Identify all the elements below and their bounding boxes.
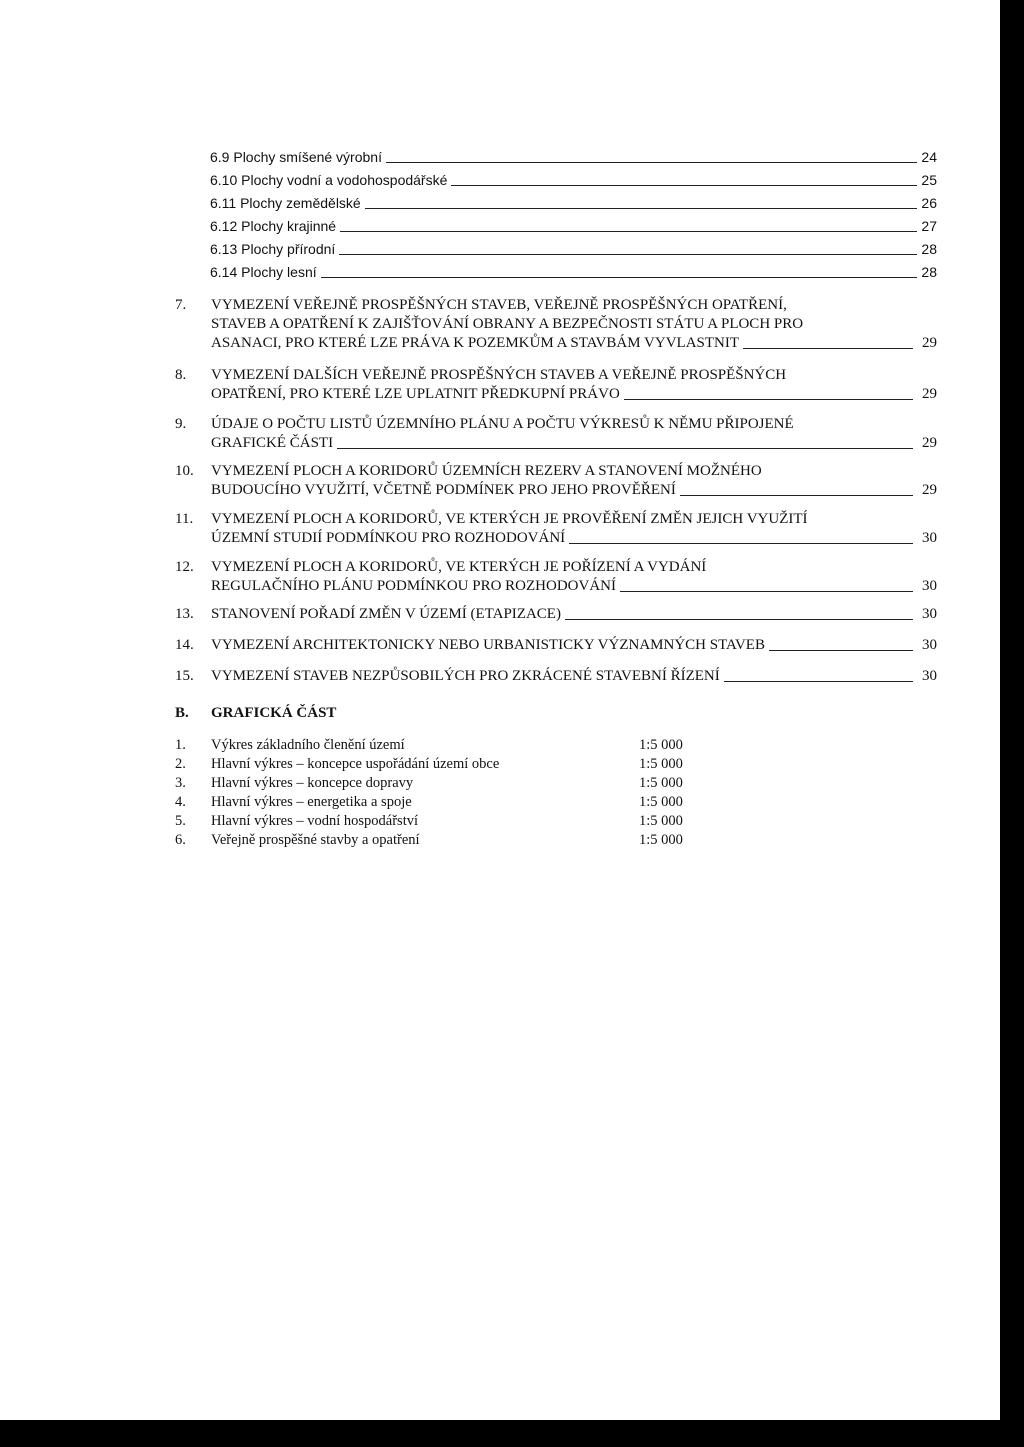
heading-title: GRAFICKÁ ČÁST <box>211 705 337 721</box>
section-number: 9. <box>175 416 187 432</box>
drawing-title: Výkres základního členění území <box>211 737 405 753</box>
section-number: 7. <box>175 297 187 313</box>
section-title-line: BUDOUCÍHO VYUŽITÍ, VČETNĚ PODMÍNEK PRO JEHO PROVĚŘENÍ <box>211 482 676 498</box>
leader-line <box>724 680 913 682</box>
drawing-number: 2. <box>175 756 186 772</box>
section-title-line: VYMEZENÍ ARCHITEKTONICKY NEBO URBANISTICKY VÝZNAMNÝCH STAVEB <box>211 637 765 653</box>
drawing-scale: 1:5 000 <box>639 775 683 791</box>
toc-subsection <box>210 264 937 280</box>
toc-title: 6.9 Plochy smíšené výrobní <box>210 149 382 165</box>
section-number: 15. <box>175 668 194 684</box>
drawing-scale: 1:5 000 <box>639 794 683 810</box>
drawing-scale: 1:5 000 <box>639 737 683 753</box>
toc-subsection <box>210 172 937 188</box>
leader-line <box>339 253 917 255</box>
section-number: 11. <box>175 511 194 527</box>
drawing-number: 6. <box>175 832 186 848</box>
leader-line <box>743 347 913 349</box>
leader-line <box>680 494 913 496</box>
leader-line <box>340 230 917 232</box>
leader-line <box>569 542 913 544</box>
toc-title: 6.14 Plochy lesní <box>210 264 317 280</box>
section-number: 8. <box>175 367 187 383</box>
drawing-number: 3. <box>175 775 186 791</box>
toc-title: 6.13 Plochy přírodní <box>210 241 336 257</box>
toc-page: 30 <box>922 668 937 684</box>
toc-page: 27 <box>921 218 937 234</box>
drawing-number: 4. <box>175 794 186 810</box>
toc-page: 30 <box>922 578 937 594</box>
drawing-scale: 1:5 000 <box>639 756 683 772</box>
leader-line <box>386 161 917 163</box>
drawing-title: Hlavní výkres – energetika a spoje <box>211 794 412 810</box>
heading-number: B. <box>175 705 189 721</box>
toc-page: 30 <box>922 637 937 653</box>
toc-subsection <box>210 218 937 234</box>
toc-subsection <box>210 195 937 211</box>
drawing-title: Veřejně prospěšné stavby a opatření <box>211 832 420 848</box>
toc-page: 29 <box>922 482 937 498</box>
section-title-line: VYMEZENÍ PLOCH A KORIDORŮ, VE KTERÝCH JE POŘÍZENÍ A VYDÁNÍ <box>211 559 707 575</box>
drawing-number: 5. <box>175 813 186 829</box>
section-title-line: GRAFICKÉ ČÁSTI <box>211 435 334 451</box>
drawing-scale: 1:5 000 <box>639 832 683 848</box>
section-title-line: VYMEZENÍ STAVEB NEZPŮSOBILÝCH PRO ZKRÁCENÉ STAVEBNÍ ŘÍZENÍ <box>211 668 720 684</box>
toc-page: 30 <box>922 530 937 546</box>
toc-subsection <box>210 241 937 257</box>
leader-line <box>624 398 913 400</box>
leader-line <box>321 276 917 278</box>
toc-page: 30 <box>922 606 937 622</box>
leader-line <box>769 649 913 651</box>
toc-title: 6.12 Plochy krajinné <box>210 218 337 234</box>
drawing-number: 1. <box>175 737 186 753</box>
section-title-line: REGULAČNÍHO PLÁNU PODMÍNKOU PRO ROZHODOVÁNÍ <box>211 578 616 594</box>
section-title-line: ÚZEMNÍ STUDIÍ PODMÍNKOU PRO ROZHODOVÁNÍ <box>211 530 566 546</box>
leader-line <box>337 447 913 449</box>
section-title-line: VYMEZENÍ PLOCH A KORIDORŮ ÚZEMNÍCH REZERV A STANOVENÍ MOŽNÉHO <box>211 463 762 479</box>
toc-page: 29 <box>922 435 937 451</box>
toc-page: 28 <box>921 241 937 257</box>
section-title-line: VYMEZENÍ VEŘEJNĚ PROSPĚŠNÝCH STAVEB, VEŘEJNĚ PROSPĚŠNÝCH OPATŘENÍ, <box>211 297 787 313</box>
section-title-line: ASANACI, PRO KTERÉ LZE PRÁVA K POZEMKŮM A STAVBÁM VYVLASTNIT <box>211 335 740 351</box>
toc-page: 26 <box>921 195 937 211</box>
toc-title: 6.11 Plochy zemědělské <box>210 195 361 211</box>
section-title-line: ÚDAJE O POČTU LISTŮ ÚZEMNÍHO PLÁNU A POČTU VÝKRESŮ K NĚMU PŘIPOJENÉ <box>211 416 794 432</box>
section-number: 13. <box>175 606 194 622</box>
section-title-line: VYMEZENÍ DALŠÍCH VEŘEJNĚ PROSPĚŠNÝCH STAVEB A VEŘEJNĚ PROSPĚŠNÝCH <box>211 367 787 383</box>
section-number: 12. <box>175 559 194 575</box>
toc-title: 6.10 Plochy vodní a vodohospodářské <box>210 172 448 188</box>
section-number: 14. <box>175 637 194 653</box>
section-title-line: OPATŘENÍ, PRO KTERÉ LZE UPLATNIT PŘEDKUPNÍ PRÁVO <box>211 386 620 402</box>
toc-page: 29 <box>922 335 937 351</box>
section-title-line: VYMEZENÍ PLOCH A KORIDORŮ, VE KTERÝCH JE PROVĚŘENÍ ZMĚN JEJICH VYUŽITÍ <box>211 511 808 527</box>
section-title-line: STANOVENÍ POŘADÍ ZMĚN V ÚZEMÍ (ETAPIZACE) <box>211 606 561 622</box>
section-number: 10. <box>175 463 194 479</box>
drawing-scale: 1:5 000 <box>639 813 683 829</box>
toc-page: 24 <box>921 149 937 165</box>
drawing-title: Hlavní výkres – koncepce dopravy <box>211 775 414 791</box>
leader-line <box>565 618 913 620</box>
leader-line <box>451 184 917 186</box>
toc-page: 25 <box>921 172 937 188</box>
section-title-line: STAVEB A OPATŘENÍ K ZAJIŠŤOVÁNÍ OBRANY A BEZPEČNOSTI STÁTU A PLOCH PRO <box>211 316 804 332</box>
leader-line <box>620 590 913 592</box>
toc-page: 28 <box>921 264 937 280</box>
drawing-title: Hlavní výkres – vodní hospodářství <box>211 813 419 829</box>
leader-line <box>365 207 917 209</box>
toc-page: 29 <box>922 386 937 402</box>
drawing-title: Hlavní výkres – koncepce uspořádání území obce <box>211 756 500 772</box>
toc-subsection <box>210 149 937 165</box>
